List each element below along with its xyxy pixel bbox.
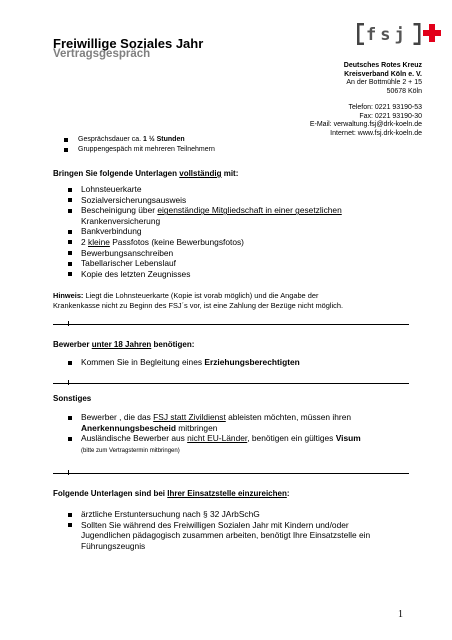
section-heading-placement: Folgende Unterlagen sind bei Ihrer Einsatzstelle einzureichen: [53, 489, 290, 498]
divider [53, 324, 409, 325]
email-link[interactable]: E-Mail: verwaltung.fsj@drk-koeln.de [309, 121, 422, 129]
section-heading-documents: Bringen Sie folgende Unterlagen vollständig mit: [53, 169, 239, 178]
divider [53, 473, 409, 474]
divider-tick [68, 321, 69, 326]
list-item: Bescheinigung über eigenständige Mitgliedschaft in einer gesetzlichen Krankenversicherung [68, 205, 398, 226]
fax: Fax: 0221 93190-30 [359, 112, 422, 120]
list-item: Bewerbungsanschreiben [68, 248, 398, 259]
org-name: Deutsches Rotes Kreuz [343, 62, 422, 69]
divider-tick [68, 380, 69, 385]
list-item: Ausländische Bewerber aus nicht EU-Länder, benötigen ein gültiges Visum (bitte zum Vertragstermin mitbringen) [68, 433, 398, 456]
contact-block [310, 104, 422, 138]
address-block [344, 62, 422, 96]
list-item: Gesprächsdauer ca. 1 ½ Stunden [64, 135, 215, 145]
fsj-logo [356, 20, 442, 50]
website-link[interactable]: Internet: www.fsj.drk-koeln.de [330, 129, 422, 137]
red-cross-icon [423, 24, 441, 42]
page-number: 1 [398, 609, 403, 620]
section-heading-misc: Sonstiges [53, 394, 92, 403]
documents-list [68, 184, 398, 279]
divider [53, 383, 409, 384]
divider-tick [68, 470, 69, 475]
under18-list [68, 357, 398, 368]
hint-note: Hinweis: Liegt die Lohnsteuerkarte (Kopie ist vorab möglich) und die Angabe der Krankenkasse nicht zu Beginn des FSJ´s vor, ist eine Zahlung der Bezüge nicht möglich. [53, 291, 344, 310]
list-item: Kommen Sie in Begleitung eines Erziehungsberechtigten [68, 357, 398, 368]
list-item: Bankverbindung [68, 226, 398, 237]
org-branch: Kreisverband Köln e. V. [344, 70, 422, 78]
list-item: 2 kleine Passfotos (keine Bewerbungsfotos) [68, 237, 398, 248]
page-title: Freiwillige Soziales Jahr [53, 36, 204, 51]
city: 50678 Köln [386, 87, 422, 95]
interview-info-list [64, 135, 215, 154]
list-item: Tabellarischer Lebenslauf [68, 258, 398, 269]
section-heading-under18: Bewerber unter 18 Jahren benötigen: [53, 340, 195, 349]
list-item: Lohnsteuerkarte [68, 184, 398, 195]
list-item: Kopie des letzten Zeugnisses [68, 269, 398, 280]
list-item: Sozialversicherungsausweis [68, 195, 398, 206]
list-item: Bewerber , die das FSJ statt Zivildienst ableisten möchten, müssen ihren Anerkennungsbescheid mitbringen [68, 412, 398, 433]
street: An der Bottmühle 2 + 15 [346, 79, 422, 87]
list-item: Sollten Sie während des Freiwilligen Sozialen Jahr mit Kindern und/oder Jugendlichen pädagogisch zusammen arbeiten, benötigt Ihre Einsatzstelle ein Führungszeugnis [68, 520, 408, 552]
placement-list [68, 509, 408, 551]
phone: Telefon: 0221 93190-53 [348, 104, 422, 111]
page-subtitle: Vertragsgespräch [53, 48, 151, 60]
misc-list [68, 412, 398, 456]
logo-text: fsj [366, 25, 409, 45]
list-item: Gruppengespäch mit mehreren Teilnehmern [64, 145, 215, 155]
list-item: ärztliche Erstuntersuchung nach § 32 JArbSchG [68, 509, 408, 520]
